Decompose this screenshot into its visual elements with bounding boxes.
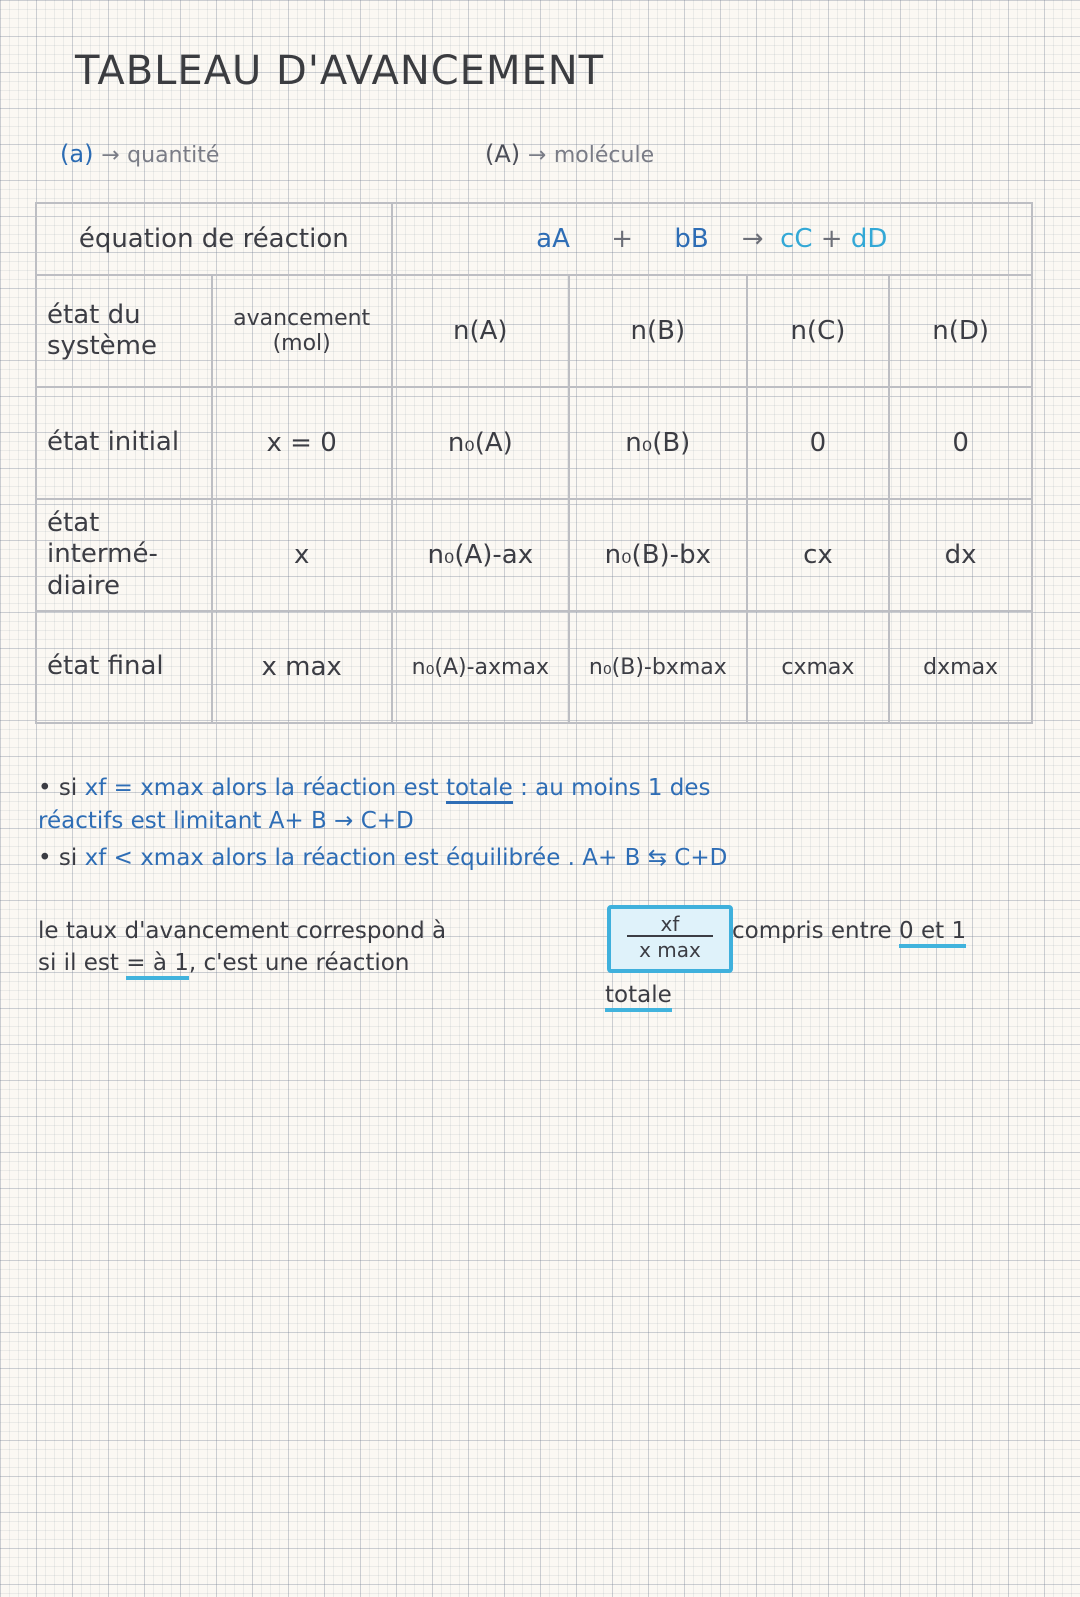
- equation-label: équation de réaction: [36, 203, 392, 275]
- header-advance: avancement (mol): [212, 275, 392, 387]
- range-underlined: 0 et 1: [899, 918, 966, 948]
- note-line-5: [38, 950, 409, 976]
- page-title: TABLEAU D'AVANCEMENT: [75, 48, 605, 94]
- nC-initial: 0: [747, 387, 890, 499]
- reactant-b: bB: [674, 224, 709, 254]
- header-nD: n(D): [889, 275, 1032, 387]
- nD-final: dxmax: [889, 611, 1032, 723]
- nC-final: cxmax: [747, 611, 890, 723]
- state-final: état final: [36, 611, 212, 723]
- reaction-equilibrium: A+ B ⇆ C+D: [582, 845, 728, 871]
- header-nC: n(C): [747, 275, 890, 387]
- note-line-3: [38, 845, 727, 871]
- advance-final: x max: [212, 611, 392, 723]
- header-nA: n(A): [392, 275, 570, 387]
- reactant-a: aA: [536, 224, 570, 254]
- note-text: compris entre: [732, 918, 892, 944]
- legend-quantity-symbol: (a): [60, 140, 94, 168]
- less-than-xmax: < xmax: [113, 845, 204, 871]
- legend-molecule: [485, 140, 654, 168]
- note-text: : au moins 1 des: [520, 775, 711, 801]
- note-text: le taux d'avancement correspond à: [38, 918, 447, 944]
- header-nB: n(B): [569, 275, 747, 387]
- advancement-table: [35, 202, 1033, 724]
- xf-symbol: xf: [84, 775, 107, 801]
- state-initial: état initial: [36, 387, 212, 499]
- nA-initial: n₀(A): [392, 387, 570, 499]
- plus-sign: +: [611, 224, 633, 254]
- header-state: état du système: [36, 275, 212, 387]
- reaction-total: A+ B → C+D: [268, 808, 414, 834]
- advance-intermediate: x: [212, 499, 392, 611]
- reaction-arrow: →: [741, 224, 764, 254]
- xf-symbol: xf: [84, 845, 107, 871]
- note-text: si il est: [38, 950, 119, 976]
- state-intermediate: état intermé-diaire: [36, 499, 212, 611]
- table-header-row: [36, 275, 1032, 387]
- table-row: [36, 611, 1032, 723]
- legend-quantity-text: quantité: [127, 143, 220, 168]
- note-text: , c'est une réaction: [188, 950, 410, 976]
- totale-underlined: totale: [605, 982, 672, 1012]
- totale-underlined: totale: [446, 775, 513, 804]
- equation-row: [36, 203, 1032, 275]
- legend-arrow: →: [101, 143, 120, 168]
- bullet-if: • si: [38, 775, 78, 801]
- table-row: [36, 499, 1032, 611]
- note-line-5-end: [605, 982, 672, 1008]
- legend-arrow: →: [527, 143, 547, 168]
- nA-final: n₀(A)-axmax: [392, 611, 570, 723]
- legend-molecule-text: molécule: [553, 143, 655, 168]
- nC-intermediate: cx: [747, 499, 890, 611]
- note-line-4: [38, 918, 446, 944]
- bullet-if: • si: [38, 845, 78, 871]
- plus-sign: +: [820, 224, 843, 254]
- note-text: réactifs est limitant: [38, 808, 262, 834]
- note-line-4-end: [732, 918, 966, 944]
- legend-quantity: [60, 140, 219, 168]
- fraction-numerator: xf: [627, 909, 713, 937]
- product-d: dD: [850, 224, 888, 254]
- reaction-equation: [392, 203, 1032, 275]
- note-text: alors la réaction est équilibrée .: [211, 845, 575, 871]
- table-row: [36, 387, 1032, 499]
- nB-initial: n₀(B): [569, 387, 747, 499]
- nA-intermediate: n₀(A)-ax: [392, 499, 570, 611]
- rate-fraction-box: [607, 905, 733, 973]
- advance-initial: x = 0: [212, 387, 392, 499]
- nD-intermediate: dx: [889, 499, 1032, 611]
- note-text: alors la réaction est: [211, 775, 439, 801]
- nB-final: n₀(B)-bxmax: [569, 611, 747, 723]
- product-c: cC: [780, 224, 813, 254]
- note-line-2: [38, 808, 414, 834]
- nD-initial: 0: [889, 387, 1032, 499]
- equals-one-underlined: = à 1: [126, 950, 189, 980]
- equals-xmax: = xmax: [113, 775, 204, 801]
- legend-molecule-symbol: (A): [485, 140, 521, 168]
- nB-intermediate: n₀(B)-bx: [569, 499, 747, 611]
- fraction-denominator: x max: [639, 938, 701, 962]
- note-line-1: [38, 775, 711, 801]
